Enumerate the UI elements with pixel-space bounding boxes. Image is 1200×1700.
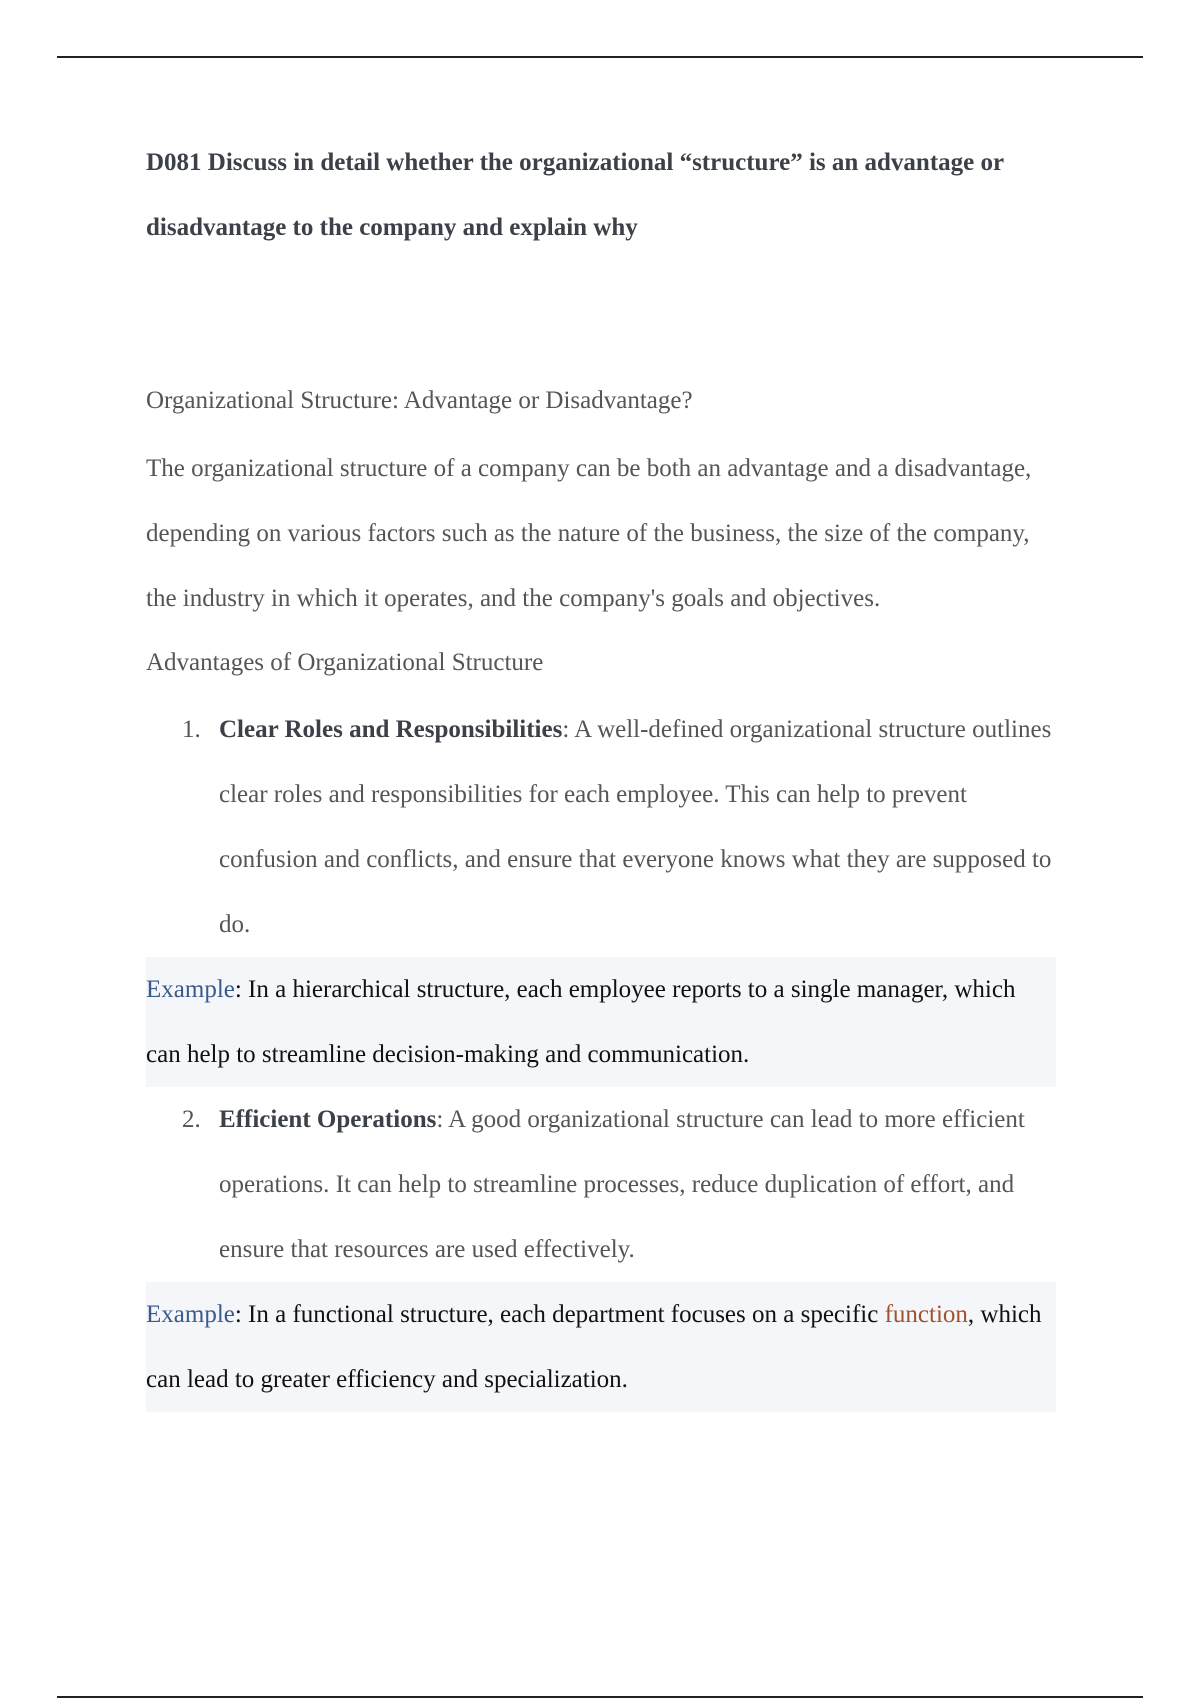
- example-block: [146, 1282, 1056, 1412]
- bottom-rule: [57, 1696, 1143, 1698]
- advantages-heading: Advantages of Organizational Structure: [146, 649, 544, 676]
- list-item: [146, 1087, 1056, 1282]
- example-text: : In a hierarchical structure, each employee reports to a single manager, which can help to streamline decision-making and communication.: [146, 976, 1016, 1068]
- list-item-term: Efficient Operations: [219, 1106, 437, 1133]
- example-block: [146, 957, 1056, 1087]
- example-accent-word: function: [884, 1301, 968, 1328]
- intro-paragraph: The organizational structure of a company can be both an advantage and a disadvantage, depending on various factors such as the nature of the business, the size of the company, the industry in which it operates, and the company's goals and objectives.: [146, 455, 1032, 612]
- list-item-text: : A good organizational structure can lead to more efficient operations. It can help to streamline processes, reduce duplication of effort, and ensure that resources are used effectively.: [219, 1106, 1025, 1263]
- example-label: Example: [146, 976, 235, 1003]
- list-item-term: Clear Roles and Responsibilities: [219, 716, 563, 743]
- list-item: [146, 697, 1056, 957]
- example-label: Example: [146, 1301, 235, 1328]
- document-body: [146, 130, 1056, 1412]
- list-item-text: : A well-defined organizational structure outlines clear roles and responsibilities for each employee. This can help to prevent confusion and conflicts, and ensure that everyone knows what they are supposed to do.: [219, 716, 1052, 938]
- list-item-number: 2.: [182, 1106, 201, 1133]
- top-rule: [57, 56, 1143, 58]
- list-item-number: 1.: [182, 716, 201, 743]
- example-tail: , which can lead to greater efficiency and specialization.: [146, 1301, 1042, 1393]
- example-text: : In a functional structure, each department focuses on a specific: [234, 1301, 885, 1328]
- document-title: D081 Discuss in detail whether the organizational “structure” is an advantage or disadvantage to the company and explain why: [146, 149, 1004, 241]
- section-subtitle: Organizational Structure: Advantage or Disadvantage?: [146, 387, 693, 414]
